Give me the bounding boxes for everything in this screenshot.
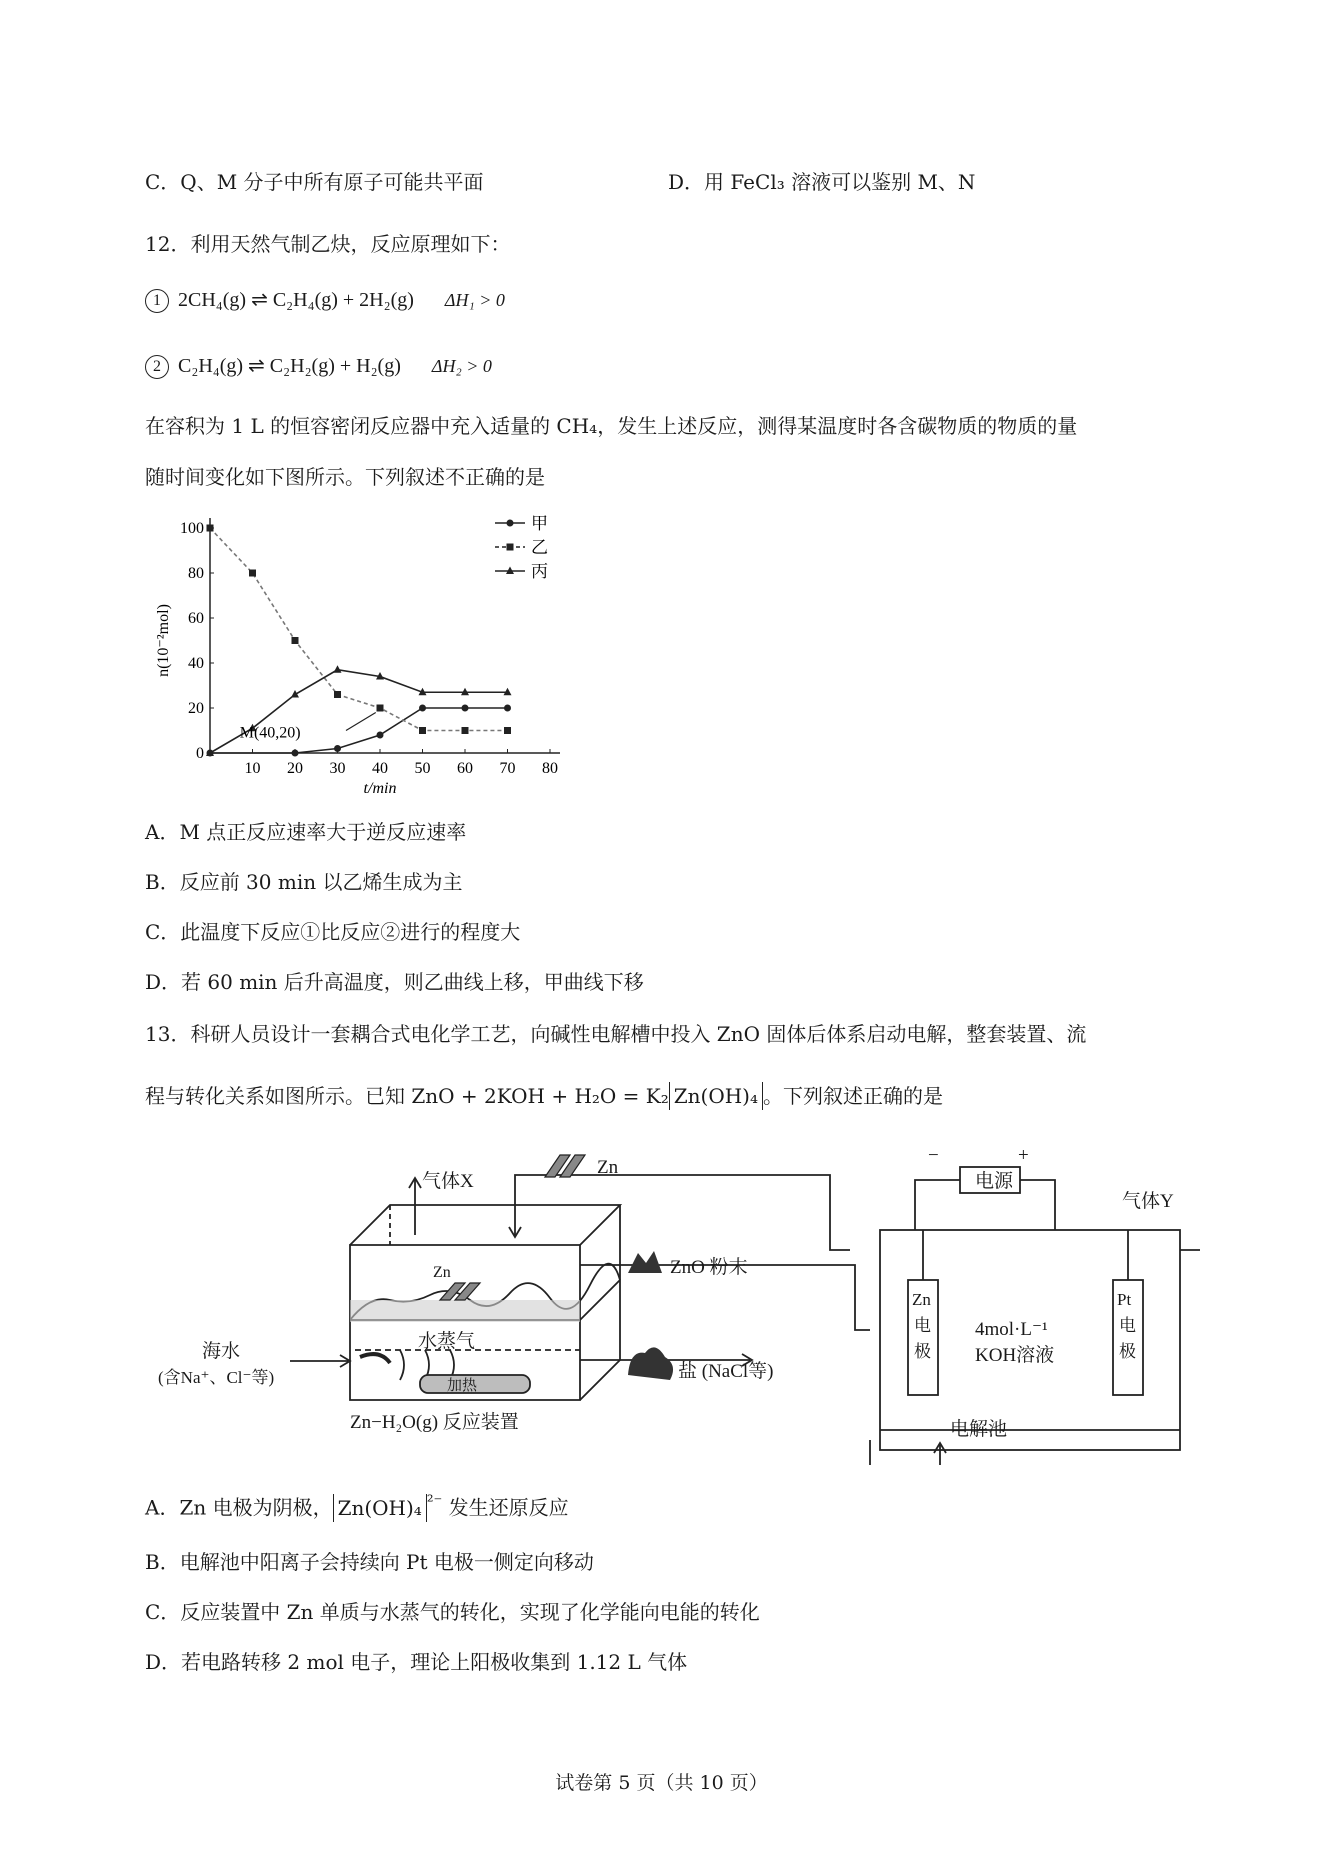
data-point [462,705,469,712]
line-chart [150,505,600,805]
complex-bracket: Zn(OH)₄ [669,1082,763,1110]
inlet-pipe-icon [360,1354,390,1363]
stem-text-end: 。下列叙述正确的是 [762,1084,943,1108]
x-tick-label: 50 [414,760,431,777]
annotation-label: M(40,20) [239,724,301,742]
heat-label: 加热 [447,1378,478,1394]
data-point [504,705,511,712]
data-point [292,637,299,644]
zno-powder-icon [628,1251,662,1273]
salt-label: 盐 (NaCl等) [678,1361,774,1382]
page-footer: 试卷第 5 页（共 10 页） [555,1772,768,1794]
x-tick-label: 30 [329,760,346,777]
reactor-side [580,1205,620,1400]
zn-electrode-label-1: Zn [912,1290,931,1309]
legend-marker [507,544,514,551]
y-tick-label: 20 [188,700,204,717]
equation-text: 2CH₄(g) ⇌ C₂H₄(g) + 2H₂(g) [178,289,414,311]
x-tick-label: 70 [499,760,516,777]
koh-solution-label: KOH溶液 [975,1345,1055,1366]
q12-option-d: D．若 60 min 后升高温度，则乙曲线上移，甲曲线下移 [145,970,644,994]
circled-number: 1 [145,289,169,313]
q11-option-c: C．Q、M 分子中所有原子可能共平面 [145,170,484,194]
data-point [292,750,299,757]
seawater-label: 海水 [202,1341,241,1362]
q12-option-c: C．此温度下反应①比反应②进行的程度大 [145,920,521,944]
data-point [419,705,426,712]
pt-electrode-label-2: 电 [1119,1316,1136,1335]
data-point [504,727,511,734]
x-tick-label: 40 [372,760,388,777]
data-point [377,732,384,739]
y-tick-label: 60 [188,610,204,627]
stem-text: 程与转化关系如图所示。已知 ZnO + 2KOH + H₂O = K₂ [145,1084,669,1108]
power-wire-right [1020,1180,1055,1230]
device-label: Zn−H₂O(g) 反应装置 [350,1412,519,1433]
zn-electrode-label-2: 电 [914,1316,931,1335]
data-point [207,525,214,532]
q13-stem-2 [145,1082,943,1110]
q13-option-d: D．若电路转移 2 mol 电子，理论上阳极收集到 1.12 L 气体 [145,1650,688,1674]
y-axis-label: n(10⁻²mol) [155,604,172,677]
x-tick-label: 20 [287,760,303,777]
data-point [419,727,426,734]
x-tick-label: 60 [457,760,473,777]
x-tick-label: 80 [542,760,558,777]
x-tick-label: 10 [244,760,261,777]
complex-bracket: Zn(OH)₄ [333,1494,427,1522]
salt-icon [628,1347,673,1380]
data-point [334,745,341,752]
zn-box-label: Zn [433,1264,451,1281]
power-wire-left [915,1180,960,1230]
data-point [249,570,256,577]
q12-description-2: 随时间变化如下图所示。下列叙述不正确的是 [145,465,545,489]
option-text-end: 发生还原反应 [442,1495,569,1520]
electrolysis-cell [880,1230,1180,1450]
pt-electrode-label-3: 极 [1119,1342,1136,1361]
zn-top-label: Zn [597,1157,619,1178]
data-point [334,691,341,698]
legend-marker [507,520,514,527]
q13-stem-1: 13．科研人员设计一套耦合式电化学工艺，向碱性电解槽中投入 ZnO 固体后体系启动电解，整套装置、流 [145,1022,1087,1046]
q12-option-b: B．反应前 30 min 以乙烯生成为主 [145,870,463,894]
charge: ²⁻ [426,1492,443,1511]
option-text: A．Zn 电极为阴极， [145,1495,333,1520]
equation-text: C₂H₄(g) ⇌ C₂H₂(g) + H₂(g) [178,355,401,377]
q13-option-c: C．反应装置中 Zn 单质与水蒸气的转化，实现了化学能向电能的转化 [145,1600,760,1624]
steam-label: 水蒸气 [418,1331,476,1352]
q12-description-1: 在容积为 1 L 的恒容密闭反应器中充入适量的 CH₄，发生上述反应，测得某温度时各含碳物质的物质的量 [145,414,1078,438]
q12-equation-1 [145,287,505,313]
enthalpy: ΔH₁ > 0 [444,290,505,310]
y-tick-label: 40 [188,655,204,672]
power-label: 电源 [975,1171,1014,1192]
data-point [377,705,384,712]
y-tick-label: 0 [196,745,204,762]
zn-strips-icon [545,1155,585,1177]
minus-sign: − [928,1145,939,1166]
data-point [334,665,342,673]
q12-option-a: A．M 点正反应速率大于逆反应速率 [145,820,467,844]
plus-sign: + [1018,1145,1029,1166]
x-axis-label: t/min [363,780,397,797]
koh-concentration-label: 4mol·L⁻¹ [975,1319,1048,1340]
q13-option-a [145,1488,569,1522]
q11-option-d: D．用 FeCl₃ 溶液可以鉴别 M、N [668,170,976,194]
zn-electrode-label-3: 极 [914,1342,931,1361]
legend-label: 丙 [531,562,548,581]
gas-x-label: 气体X [422,1171,474,1192]
series-line-乙 [210,528,508,731]
annotation-arrow [346,713,376,731]
legend-label: 甲 [531,514,548,533]
apparatus-diagram [150,1135,1200,1465]
legend-label: 乙 [531,538,548,557]
q12-stem: 12．利用天然气制乙炔，反应原理如下： [145,232,511,256]
circled-number: 2 [145,355,169,379]
data-point [462,727,469,734]
enthalpy: ΔH₂ > 0 [431,356,492,376]
q13-option-b: B．电解池中阳离子会持续向 Pt 电极一侧定向移动 [145,1550,594,1574]
y-tick-label: 80 [188,565,204,582]
pt-electrode-label-1: Pt [1117,1290,1132,1309]
zno-label: ZnO 粉末 [670,1257,748,1278]
cell-label: 电解池 [950,1419,1008,1440]
q12-equation-2 [145,353,492,379]
seawater-ions-label: (含Na⁺、Cl⁻等) [158,1368,275,1387]
y-tick-label: 100 [180,520,204,537]
gas-y-label: 气体Y [1122,1191,1174,1212]
